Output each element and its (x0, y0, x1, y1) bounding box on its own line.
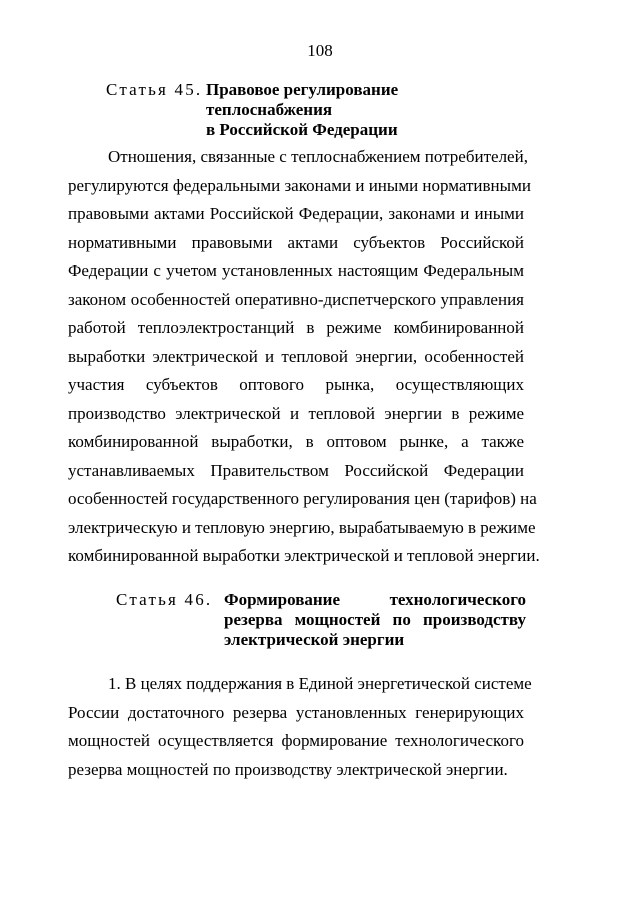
article-45-title-line: Правовое регулирование теплоснабжения (206, 80, 399, 119)
article-46-label: Статья 46. (116, 590, 213, 609)
article-46-heading (116, 590, 526, 654)
paragraph-line: особенностей государственного регулирования цен (тарифов) на (68, 489, 537, 508)
paragraph-line: законом особенностей оперативно-диспетчерского управления (68, 289, 524, 309)
paragraph-line: 1. В целях поддержания в Единой энергетической системе (108, 674, 532, 693)
paragraph-line: производство электрической и тепловой энергии в режиме (68, 403, 524, 423)
paragraph-line: комбинированной выработки, в оптовом рынке, а также (68, 432, 524, 451)
article-46-title-line: Формирование технологического (224, 590, 526, 609)
paragraph-line: работой теплоэлектростанций в режиме комбинированной (68, 318, 524, 337)
paragraph-line: России достаточного резерва установленных генерирующих (68, 702, 524, 722)
article-46-title-line: электрической энергии (224, 630, 405, 649)
paragraph-line: участия субъектов оптового рынка, осуществляющих (68, 375, 524, 394)
paragraph-line: выработки электрической и тепловой энергии, особенностей (68, 346, 524, 366)
paragraph-line: электрическую и тепловую энергию, вырабатываемую в режиме (68, 517, 536, 537)
article-46-title-line: резерва мощностей по производству (224, 610, 526, 629)
paragraph-line: мощностей осуществляется формирование технологического (68, 731, 524, 750)
article-45-title-line: в Российской Федерации (206, 120, 398, 139)
paragraph-line: резерва мощностей по производству электрической энергии. (68, 759, 508, 779)
page-number: 108 (307, 41, 333, 60)
paragraph-line: устанавливаемых Правительством Российской Федерации (68, 460, 524, 480)
paragraph-line: регулируются федеральными законами и иными нормативными (68, 175, 531, 195)
article-45-heading (106, 80, 526, 139)
article-46-text (68, 670, 532, 784)
paragraph-line: комбинированной выработки электрической и тепловой энергии. (68, 546, 540, 565)
article-46-title (224, 590, 526, 650)
article-45-label: Статья 45. (106, 80, 203, 99)
paragraph-line: правовыми актами Российской Федерации, законами и иными (68, 204, 524, 223)
paragraph-line: нормативными правовыми актами субъектов Российской (68, 232, 524, 252)
article-45-text (68, 143, 540, 571)
paragraph-line: Отношения, связанные с теплоснабжением потребителей, (108, 147, 528, 166)
article-45-title (206, 80, 526, 140)
paragraph-line: Федерации с учетом установленных настоящим Федеральным (68, 261, 524, 280)
